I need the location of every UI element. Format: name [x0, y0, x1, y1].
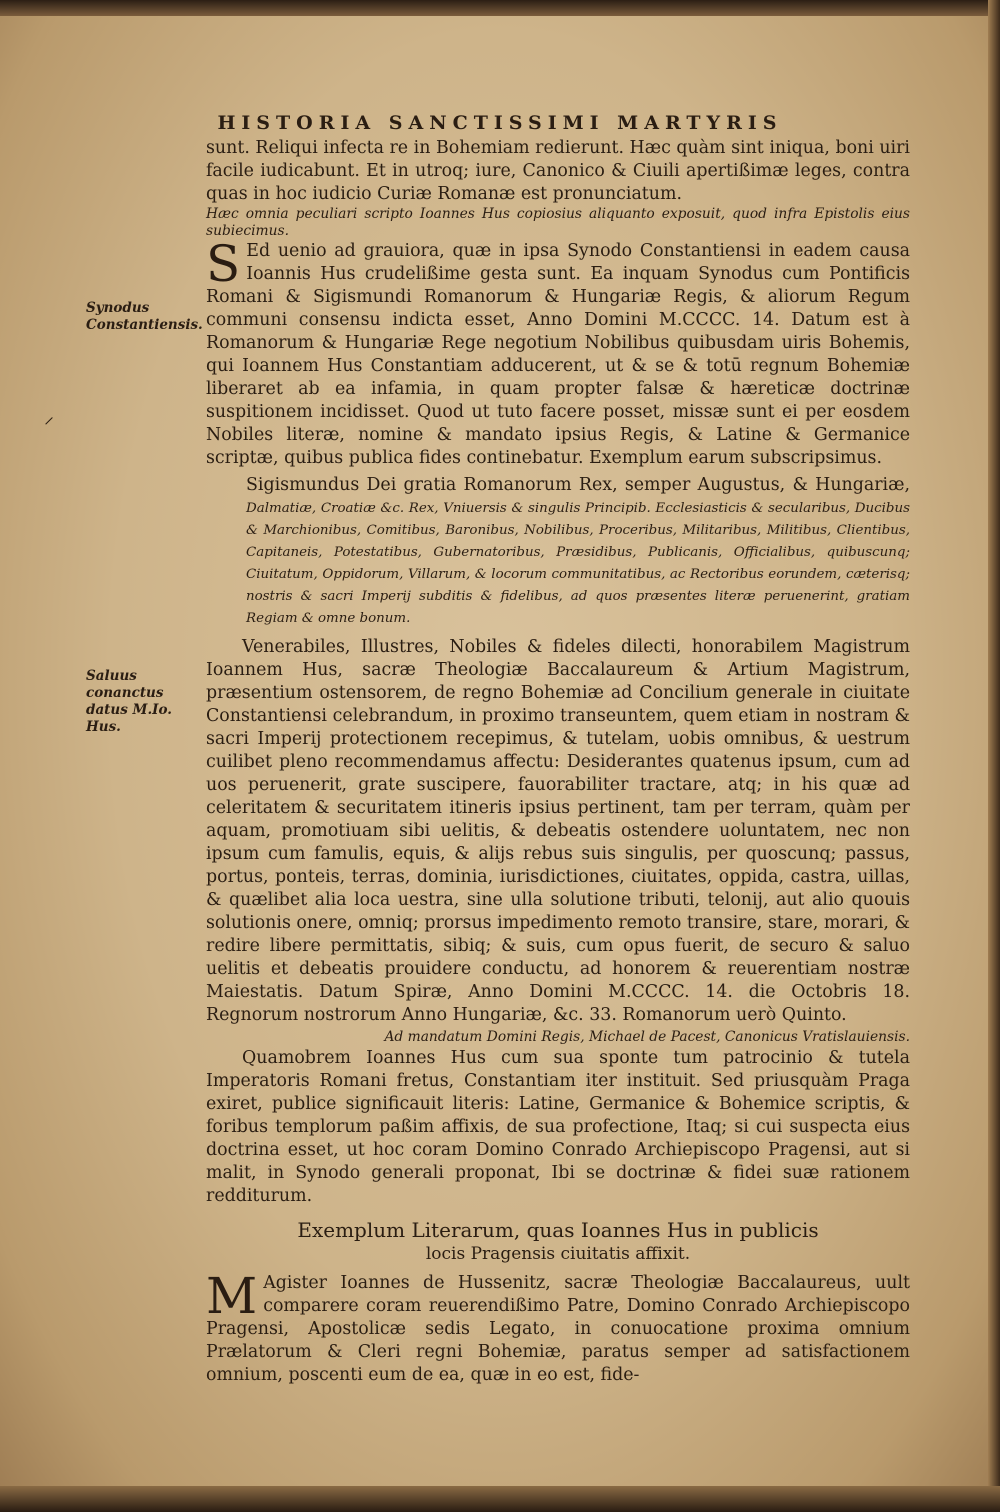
drop-cap-m: M: [206, 1267, 258, 1325]
editorial-note: Hæc omnia peculiari scripto Ioannes Hus copiosius aliquanto exposuit, quod infra Epistolis eius subiecimus.: [206, 206, 910, 239]
section-heading-title: Exemplum Literarum, quas Ioannes Hus in publicis: [297, 1218, 819, 1242]
paragraph-opening: sunt. Reliqui infecta re in Bohemiam redierunt. Hæc quàm sint iniqua, boni uiri facile iudicabunt. Et in utroq; iure, Canonico & Ciuili apertißimæ leges, contra quas in hoc iudicio Curiæ Romanæ est pronunciatum.: [206, 138, 910, 204]
paragraph-departure: Quamobrem Ioannes Hus cum sua sponte tum patrocinio & tutela Imperatoris Romani fretus, Constantiam iter instituit. Sed priusquàm Praga exiret, publice significauit literis: Latine, Germanice & Bohemice scriptis, & foribus templorum paßim affixis, de sua profectione, Itaq; si cui suspecta eius doctrina esset, ut hoc coram Domino Conrado Archiepiscopo Pragensi, aut si malit, in Synodo generali proponat, Ibi se doctrinæ & fidei suæ rationem redditurum.: [206, 1048, 910, 1206]
paragraph-notice: [206, 1267, 910, 1387]
letter-address-rest: Dalmatiæ, Croatiæ &c. Rex, Vniuersis & singulis Principib. Ecclesiasticis & secularibus, Ducibus & Marchionibus, Comitibus, Baronibus, Nobilibus, Proceribus, Militaribus, Militibus, Clientibus, Capitaneis, Potestatibus, Gubernatoribus, Præsidibus, Publicanis, Officialibus, quibuscunq; Ciuitatum, Oppidorum, Villarum, & locorum communitatibus, ac Rectoribus eorundem, cæterisq; nostris & sacri Imperij subditis & fidelibus, ad quos præsentes literæ peruenerint, gratiam Regiam & omne bonum.: [246, 501, 910, 626]
paragraph-synod: [206, 235, 910, 470]
page-edge-top: [0, 0, 1000, 16]
paragraph-safe-conduct: Venerabiles, Illustres, Nobiles & fideles dilecti, honorabilem Magistrum Ioannem Hus, sacræ Theologiæ Baccalaureum & Artium Magistrum, præsentium ostensorem, de regno Bohemiæ ad Concilium generale in ciuitate Constantiensi celebrandum, in proximo transeuntem, quem etiam in nostram & sacri Imperij protectionem recepimus, & tutelam, uobis omnibus, & uestrum cuilibet pleno recommendamus affectu: Desiderantes quatenus ipsum, cum ad uos peruenerit, grate suscipere, fauorabiliter tractare, atq; in his quæ ad celeritatem & securitatem itineris ipsius pertinent, tam per terram, quàm per aquam, promotiuam sibi uelitis, & debeatis ostendere uoluntatem, nec non ipsum cum famulis, equis, & alijs rebus suis singulis, per quoscunq; passus, portus, ponteis, terras, dominia, iurisdictiones, ciuitates, oppida, castra, uillas, & quælibet alia loca uestra, sine ulla solutione tributi, telonij, aut alio quouis solutionis onere, omniq; prorsus impedimento remoto transire, stare, morari, & redire libere permittatis, sibiq; & suis, cum opus fuerit, de securo & saluo uelitis et debeatis prouidere conductu, ad honorem & reuerentiam nostræ Maiestatis. Datum Spiræ, Anno Domini M.CCCC. 14. die Octobris 18. Regnorum nostrorum Anno Hungariæ, &c. 33. Romanorum uerò Quinto.: [206, 637, 910, 1025]
section-heading-sub: locis Pragensis ciuitatis affixit.: [425, 1244, 691, 1264]
main-text: [206, 137, 910, 1387]
margin-note-saluus-conductus: Saluus conanctus datus M.Io. Hus.: [86, 668, 172, 735]
letter-address-lead: Sigismundus Dei gratia Romanorum Rex, semper Augustus, & Hungariæ,: [246, 475, 910, 495]
page-edge-bottom: [0, 1486, 1000, 1512]
running-head: HISTORIA SANCTISSIMI MARTYRIS: [217, 112, 783, 134]
page-edge-right: [988, 0, 1000, 1512]
signature-line: Ad mandatum Domini Regis, Michael de Pacest, Canonicus Vratislauiensis.: [384, 1029, 910, 1045]
drop-cap-s: S: [206, 235, 241, 293]
letter-address: [246, 474, 910, 630]
section-heading: [206, 1218, 910, 1266]
paragraph-synod-text: Ed uenio ad grauiora, quæ in ipsa Synodo Constantiensi in eadem causa Ioannis Hus crudelißime gesta sunt. Ea inquam Synodus cum Pontificis Romani & Sigismundi Romanorum & Hungariæ Regis, & aliorum Regum communi consensu indicta esset, Anno Domini M.CCCC. 14. Datum est à Romanorum & Hungariæ Rege negotium Nobilibus quibusdam uiris Bohemis, qui Ioannem Hus Constantiam adducerent, ut & se & totū regnum Bohemiæ liberaret ab ea infamia, in quam propter falsæ & hæreticæ doctrinæ suspitionem incidisset. Quod ut tuto facere posset, missæ sunt ei per eosdem Nobiles literæ, nomine & mandato ipsius Regis, & Latine & Germanice scriptæ, quibus publica fides continebatur. Exemplum earum subscripsimus.: [206, 241, 910, 468]
paragraph-notice-text: Agister Ioannes de Hussenitz, sacræ Theologiæ Baccalaureus, uult comparere coram reuerendißimo Patre, Domino Conrado Archiepiscopo Pragensi, Apostolicæ sedis Legato, in conuocatione proxima omnium Prælatorum & Cleri regni Bohemiæ, paratus semper ad satisfactionem omnium, poscenti eum de ea, quæ in eo est, fide-: [206, 1273, 910, 1385]
margin-note-synodus: Synodus Constantiensis.: [86, 300, 203, 333]
ink-mark: ⸝: [44, 404, 54, 428]
